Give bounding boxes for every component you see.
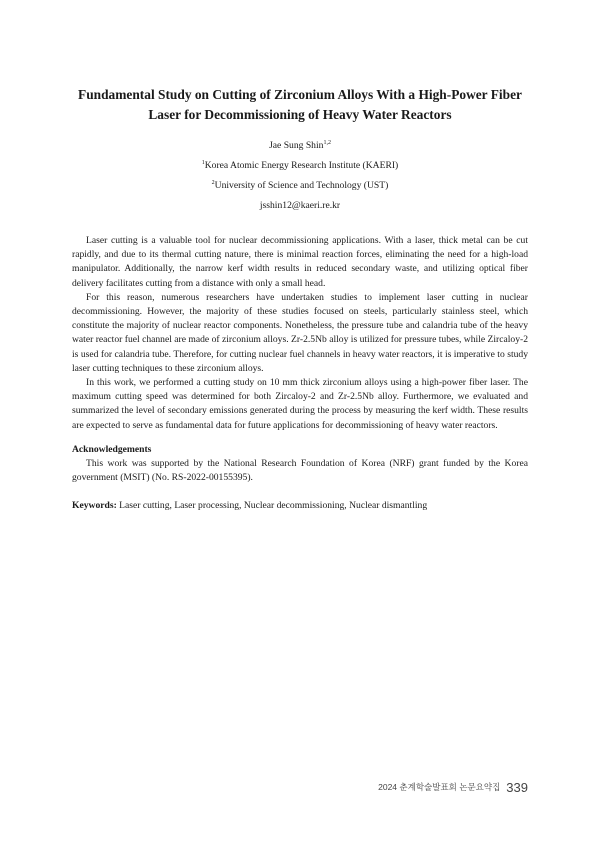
keywords-line	[72, 499, 528, 513]
paragraph-1: Laser cutting is a valuable tool for nuclear decommissioning applications. With a laser, thick metal can be cut rapidly, and due to its thermal cutting nature, there is minimal reaction forces, eliminating the need for a high-load manipulator. Additionally, the narrow kerf width results in reduced secondary waste, and utilizing optical fiber delivery facilitates cutting from a distance with only a small head.	[72, 235, 528, 289]
affiliation-2-superscript: 2	[211, 180, 215, 186]
affiliation-1-text: Korea Atomic Energy Research Institute (KAERI)	[204, 160, 399, 171]
author-superscript: 1,2	[323, 140, 331, 146]
acknowledgements-heading: Acknowledgements	[72, 443, 152, 455]
page-number: 339	[506, 780, 528, 795]
keywords-text: Laser cutting, Laser processing, Nuclear decommissioning, Nuclear dismantling	[119, 500, 428, 512]
affiliation-1-superscript: 1	[201, 160, 205, 166]
author-line	[100, 139, 500, 159]
affiliation-2	[100, 179, 500, 199]
affiliation-1	[100, 159, 500, 179]
author-block	[100, 139, 500, 219]
page-footer	[378, 779, 528, 797]
acknowledgements-text: This work was supported by the National Research Foundation of Korea (NRF) grant funded by the Korea government (MSIT) (No. RS-2022-00155395).	[72, 458, 528, 484]
keywords-label: Keywords:	[72, 500, 117, 512]
paper-title	[60, 85, 540, 125]
paragraph-2: For this reason, numerous researchers have undertaken studies to implement laser cutting in nuclear decommissioning. However, the majority of these studies focused on steels, particularly stainless steel, which constitute the majority of nuclear reactor components. Nonetheless, the pressure tube and calandria tube of the heavy water reactor fuel channel are made of zirconium alloys. Zr-2.5Nb alloy is utilized for pressure tubes, while Zircaloy-2 is used for calandria tube. Therefore, for cutting nuclear fuel channels in heavy water reactors, it is imperative to study laser cutting techniques to these zirconium alloys.	[72, 291, 528, 374]
paragraph-3: In this work, we performed a cutting study on 10 mm thick zirconium alloys using a high-power fiber laser. The maximum cutting speed was determined for both Zircaloy-2 and Zr-2.5Nb alloy. Furthermore, we evaluated and summarized the level of secondary emissions generated during the process by measuring the kerf width. These results are expected to serve as fundamental data for future applications for decommissioning of heavy water reactors.	[72, 377, 528, 431]
affiliation-2-text: University of Science and Technology (UST)	[214, 180, 389, 191]
author-name: Jae Sung Shin	[269, 140, 324, 151]
footer-label: 2024 춘계학술발표회 논문요약집	[378, 782, 501, 792]
abstract-body	[72, 234, 528, 514]
title-line-1: Fundamental Study on Cutting of Zirconium Alloys With a High-Power Fiber	[78, 87, 522, 102]
title-line-2: Laser for Decommissioning of Heavy Water Reactors	[148, 107, 452, 122]
author-email: jsshin12@kaeri.re.kr	[259, 200, 341, 211]
